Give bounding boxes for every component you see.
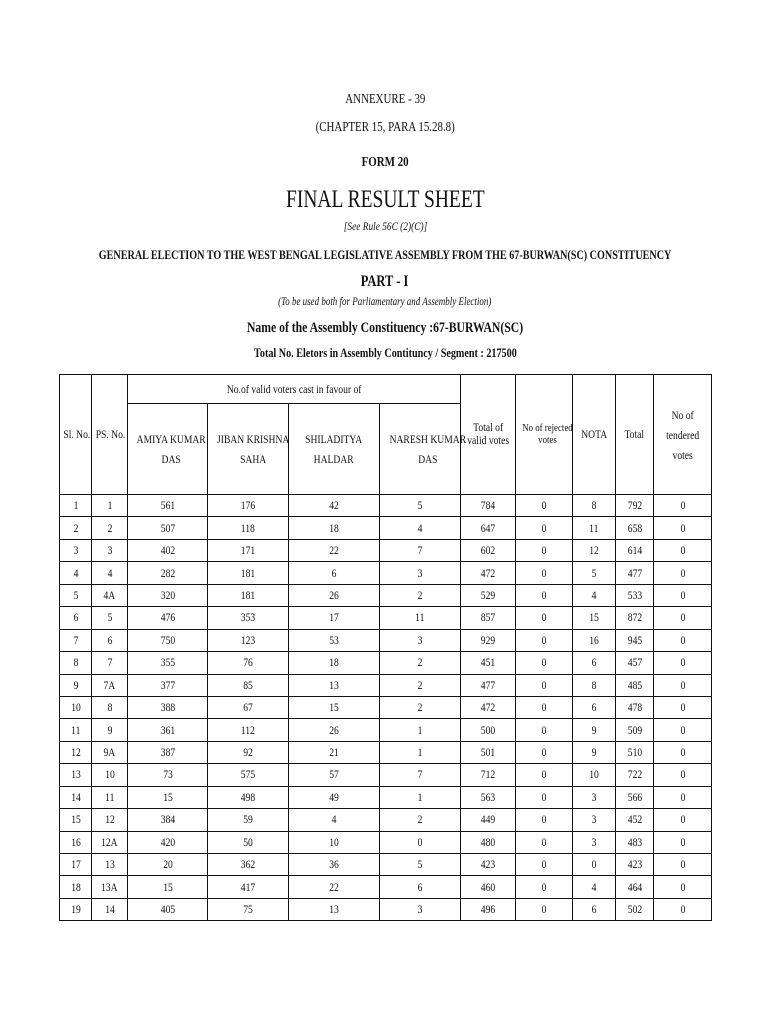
table-row [60, 674, 712, 696]
table-row [60, 809, 712, 831]
cell-votes-candidate-2: 75 [208, 898, 289, 920]
cell-sl-no: 15 [60, 809, 92, 831]
cell-sl-no: 7 [60, 629, 92, 651]
cell-votes-candidate-1: 420 [128, 831, 208, 853]
cell-sl-no: 19 [60, 898, 92, 920]
cell-rejected-votes: 0 [516, 854, 573, 876]
table-row [60, 786, 712, 808]
cell-votes-candidate-4: 3 [380, 898, 461, 920]
cell-votes-candidate-1: 405 [128, 898, 208, 920]
cell-tendered-votes: 0 [654, 898, 712, 920]
table-row [60, 517, 712, 539]
cell-votes-candidate-4: 2 [380, 652, 461, 674]
cell-votes-candidate-4: 3 [380, 562, 461, 584]
cell-votes-candidate-1: 361 [128, 719, 208, 741]
cell-votes-candidate-4: 2 [380, 584, 461, 606]
cell-votes-candidate-2: 362 [208, 854, 289, 876]
cell-tendered-votes: 0 [654, 876, 712, 898]
cell-tendered-votes: 0 [654, 495, 712, 517]
cell-votes-candidate-4: 5 [380, 495, 461, 517]
cell-total-votes: 478 [616, 696, 654, 718]
cell-votes-candidate-1: 750 [128, 629, 208, 651]
table-row [60, 696, 712, 718]
cell-votes-candidate-1: 388 [128, 696, 208, 718]
cell-votes-candidate-1: 355 [128, 652, 208, 674]
cell-nota-votes: 6 [573, 652, 616, 674]
cell-votes-candidate-4: 2 [380, 696, 461, 718]
cell-votes-candidate-4: 7 [380, 764, 461, 786]
cell-rejected-votes: 0 [516, 629, 573, 651]
cell-sl-no: 10 [60, 696, 92, 718]
header-nota: NOTA [573, 375, 616, 495]
cell-total-valid-votes: 712 [461, 764, 516, 786]
cell-nota-votes: 0 [573, 854, 616, 876]
cell-total-votes: 502 [616, 898, 654, 920]
cell-votes-candidate-2: 112 [208, 719, 289, 741]
cell-ps-no: 14 [92, 898, 128, 920]
cell-nota-votes: 8 [573, 674, 616, 696]
header-total-valid: Total of valid votes [461, 375, 516, 495]
cell-nota-votes: 3 [573, 809, 616, 831]
cell-total-valid-votes: 496 [461, 898, 516, 920]
cell-rejected-votes: 0 [516, 517, 573, 539]
cell-ps-no: 6 [92, 629, 128, 651]
cell-total-valid-votes: 784 [461, 495, 516, 517]
cell-nota-votes: 9 [573, 741, 616, 763]
cell-total-votes: 483 [616, 831, 654, 853]
cell-votes-candidate-2: 498 [208, 786, 289, 808]
cell-sl-no: 11 [60, 719, 92, 741]
cell-votes-candidate-2: 123 [208, 629, 289, 651]
cell-ps-no: 5 [92, 607, 128, 629]
cell-votes-candidate-3: 10 [289, 831, 380, 853]
cell-nota-votes: 16 [573, 629, 616, 651]
cell-tendered-votes: 0 [654, 652, 712, 674]
cell-votes-candidate-1: 73 [128, 764, 208, 786]
cell-sl-no: 8 [60, 652, 92, 674]
cell-ps-no: 11 [92, 786, 128, 808]
cell-votes-candidate-3: 18 [289, 652, 380, 674]
cell-votes-candidate-4: 2 [380, 809, 461, 831]
cell-votes-candidate-3: 36 [289, 854, 380, 876]
cell-tendered-votes: 0 [654, 719, 712, 741]
cell-total-valid-votes: 602 [461, 539, 516, 561]
table-row [60, 741, 712, 763]
cell-sl-no: 9 [60, 674, 92, 696]
cell-rejected-votes: 0 [516, 495, 573, 517]
election-heading: GENERAL ELECTION TO THE WEST BENGAL LEGISLATIVE ASSEMBLY FROM THE 67-BURWAN(SC) CONSTITUENCY [98, 247, 672, 262]
cell-votes-candidate-3: 26 [289, 719, 380, 741]
cell-sl-no: 3 [60, 539, 92, 561]
cell-votes-candidate-2: 92 [208, 741, 289, 763]
cell-votes-candidate-1: 507 [128, 517, 208, 539]
cell-votes-candidate-4: 6 [380, 876, 461, 898]
cell-votes-candidate-1: 320 [128, 584, 208, 606]
cell-nota-votes: 9 [573, 719, 616, 741]
cell-ps-no: 12A [92, 831, 128, 853]
cell-votes-candidate-2: 353 [208, 607, 289, 629]
cell-sl-no: 6 [60, 607, 92, 629]
cell-votes-candidate-4: 1 [380, 719, 461, 741]
cell-total-valid-votes: 480 [461, 831, 516, 853]
table-body [60, 495, 712, 921]
cell-total-votes: 485 [616, 674, 654, 696]
header-candidate-2: JIBAN KRISHNA SAHA [208, 404, 289, 495]
cell-votes-candidate-3: 22 [289, 539, 380, 561]
cell-total-valid-votes: 472 [461, 562, 516, 584]
cell-tendered-votes: 0 [654, 539, 712, 561]
cell-rejected-votes: 0 [516, 607, 573, 629]
cell-votes-candidate-2: 50 [208, 831, 289, 853]
cell-votes-candidate-2: 575 [208, 764, 289, 786]
cell-votes-candidate-2: 181 [208, 584, 289, 606]
cell-votes-candidate-4: 7 [380, 539, 461, 561]
cell-total-votes: 792 [616, 495, 654, 517]
cell-tendered-votes: 0 [654, 696, 712, 718]
cell-ps-no: 4 [92, 562, 128, 584]
cell-nota-votes: 3 [573, 831, 616, 853]
cell-ps-no: 3 [92, 539, 128, 561]
cell-sl-no: 14 [60, 786, 92, 808]
header-ps-no: PS. No. [92, 375, 128, 495]
cell-nota-votes: 12 [573, 539, 616, 561]
cell-votes-candidate-4: 3 [380, 629, 461, 651]
header-candidate-1: AMIYA KUMAR DAS [128, 404, 208, 495]
cell-tendered-votes: 0 [654, 741, 712, 763]
header-tendered: No of tendered votes [654, 375, 712, 495]
cell-votes-candidate-3: 15 [289, 696, 380, 718]
table-row [60, 719, 712, 741]
cell-total-votes: 477 [616, 562, 654, 584]
cell-votes-candidate-3: 49 [289, 786, 380, 808]
cell-nota-votes: 5 [573, 562, 616, 584]
cell-ps-no: 9 [92, 719, 128, 741]
cell-nota-votes: 4 [573, 876, 616, 898]
cell-total-valid-votes: 449 [461, 809, 516, 831]
cell-tendered-votes: 0 [654, 854, 712, 876]
cell-votes-candidate-3: 17 [289, 607, 380, 629]
cell-votes-candidate-3: 53 [289, 629, 380, 651]
cell-nota-votes: 3 [573, 786, 616, 808]
cell-rejected-votes: 0 [516, 764, 573, 786]
cell-rejected-votes: 0 [516, 786, 573, 808]
cell-votes-candidate-2: 171 [208, 539, 289, 561]
cell-votes-candidate-3: 42 [289, 495, 380, 517]
cell-rejected-votes: 0 [516, 674, 573, 696]
cell-votes-candidate-2: 181 [208, 562, 289, 584]
table-row [60, 831, 712, 853]
table-row [60, 898, 712, 920]
usage-note: (To be used both for Parliamentary and Assembly Election) [278, 296, 492, 308]
cell-total-valid-votes: 647 [461, 517, 516, 539]
cell-rejected-votes: 0 [516, 696, 573, 718]
cell-votes-candidate-2: 59 [208, 809, 289, 831]
part-heading: PART - I [361, 273, 409, 290]
form-number: FORM 20 [361, 155, 409, 170]
header-total: Total [616, 375, 654, 495]
cell-tendered-votes: 0 [654, 584, 712, 606]
cell-nota-votes: 8 [573, 495, 616, 517]
cell-tendered-votes: 0 [654, 562, 712, 584]
cell-votes-candidate-2: 67 [208, 696, 289, 718]
cell-ps-no: 10 [92, 764, 128, 786]
cell-votes-candidate-3: 6 [289, 562, 380, 584]
cell-ps-no: 7A [92, 674, 128, 696]
cell-sl-no: 12 [60, 741, 92, 763]
cell-rejected-votes: 0 [516, 539, 573, 561]
cell-rejected-votes: 0 [516, 876, 573, 898]
table-row [60, 854, 712, 876]
cell-total-votes: 509 [616, 719, 654, 741]
cell-votes-candidate-1: 402 [128, 539, 208, 561]
cell-sl-no: 16 [60, 831, 92, 853]
cell-total-valid-votes: 529 [461, 584, 516, 606]
cell-votes-candidate-3: 18 [289, 517, 380, 539]
cell-votes-candidate-1: 15 [128, 786, 208, 808]
cell-sl-no: 13 [60, 764, 92, 786]
cell-votes-candidate-3: 4 [289, 809, 380, 831]
cell-rejected-votes: 0 [516, 584, 573, 606]
cell-rejected-votes: 0 [516, 562, 573, 584]
cell-sl-no: 1 [60, 495, 92, 517]
cell-sl-no: 18 [60, 876, 92, 898]
rule-reference: [See Rule 56C (2)(C)] [343, 219, 427, 233]
cell-nota-votes: 15 [573, 607, 616, 629]
cell-rejected-votes: 0 [516, 898, 573, 920]
cell-votes-candidate-3: 22 [289, 876, 380, 898]
cell-votes-candidate-3: 57 [289, 764, 380, 786]
cell-votes-candidate-3: 13 [289, 898, 380, 920]
cell-ps-no: 8 [92, 696, 128, 718]
cell-rejected-votes: 0 [516, 809, 573, 831]
cell-total-valid-votes: 501 [461, 741, 516, 763]
cell-rejected-votes: 0 [516, 652, 573, 674]
cell-sl-no: 4 [60, 562, 92, 584]
cell-total-valid-votes: 472 [461, 696, 516, 718]
cell-votes-candidate-4: 1 [380, 786, 461, 808]
header-candidate-4: NARESH KUMAR DAS [380, 404, 461, 495]
cell-tendered-votes: 0 [654, 831, 712, 853]
cell-tendered-votes: 0 [654, 517, 712, 539]
cell-votes-candidate-3: 21 [289, 741, 380, 763]
cell-total-votes: 872 [616, 607, 654, 629]
cell-votes-candidate-2: 76 [208, 652, 289, 674]
cell-total-votes: 464 [616, 876, 654, 898]
cell-total-votes: 658 [616, 517, 654, 539]
cell-rejected-votes: 0 [516, 831, 573, 853]
cell-total-votes: 423 [616, 854, 654, 876]
cell-total-votes: 722 [616, 764, 654, 786]
cell-nota-votes: 4 [573, 584, 616, 606]
cell-votes-candidate-2: 85 [208, 674, 289, 696]
total-electors: Total No. Eletors in Assembly Contituncy / Segment : 217500 [253, 345, 517, 360]
cell-votes-candidate-4: 11 [380, 607, 461, 629]
annexure-line: ANNEXURE - 39 [344, 92, 426, 107]
cell-votes-candidate-3: 26 [289, 584, 380, 606]
cell-total-valid-votes: 460 [461, 876, 516, 898]
cell-votes-candidate-1: 282 [128, 562, 208, 584]
table-row [60, 607, 712, 629]
cell-rejected-votes: 0 [516, 719, 573, 741]
cell-votes-candidate-4: 0 [380, 831, 461, 853]
cell-votes-candidate-3: 13 [289, 674, 380, 696]
table-row [60, 495, 712, 517]
cell-votes-candidate-2: 176 [208, 495, 289, 517]
cell-total-votes: 510 [616, 741, 654, 763]
cell-ps-no: 9A [92, 741, 128, 763]
cell-total-votes: 945 [616, 629, 654, 651]
cell-tendered-votes: 0 [654, 629, 712, 651]
table-row [60, 652, 712, 674]
cell-votes-candidate-1: 377 [128, 674, 208, 696]
cell-tendered-votes: 0 [654, 764, 712, 786]
constituency-name: Name of the Assembly Constituency :67-BURWAN(SC) [246, 320, 524, 336]
cell-total-valid-votes: 423 [461, 854, 516, 876]
cell-total-votes: 566 [616, 786, 654, 808]
cell-tendered-votes: 0 [654, 674, 712, 696]
cell-ps-no: 1 [92, 495, 128, 517]
cell-total-valid-votes: 929 [461, 629, 516, 651]
cell-ps-no: 4A [92, 584, 128, 606]
chapter-line: (CHAPTER 15, PARA 15.28.8) [315, 120, 455, 135]
cell-total-valid-votes: 477 [461, 674, 516, 696]
results-table [59, 374, 712, 921]
table-row [60, 629, 712, 651]
table-row [60, 539, 712, 561]
cell-sl-no: 5 [60, 584, 92, 606]
cell-votes-candidate-1: 20 [128, 854, 208, 876]
cell-total-votes: 457 [616, 652, 654, 674]
cell-ps-no: 13A [92, 876, 128, 898]
cell-votes-candidate-1: 384 [128, 809, 208, 831]
cell-total-valid-votes: 857 [461, 607, 516, 629]
cell-total-votes: 614 [616, 539, 654, 561]
cell-votes-candidate-2: 417 [208, 876, 289, 898]
cell-votes-candidate-1: 476 [128, 607, 208, 629]
cell-votes-candidate-4: 1 [380, 741, 461, 763]
cell-votes-candidate-4: 5 [380, 854, 461, 876]
cell-ps-no: 2 [92, 517, 128, 539]
cell-sl-no: 2 [60, 517, 92, 539]
cell-total-valid-votes: 451 [461, 652, 516, 674]
cell-sl-no: 17 [60, 854, 92, 876]
table-row [60, 584, 712, 606]
cell-votes-candidate-4: 4 [380, 517, 461, 539]
cell-rejected-votes: 0 [516, 741, 573, 763]
cell-votes-candidate-2: 118 [208, 517, 289, 539]
cell-votes-candidate-4: 2 [380, 674, 461, 696]
cell-nota-votes: 6 [573, 898, 616, 920]
table-row [60, 562, 712, 584]
table-row [60, 876, 712, 898]
cell-total-votes: 533 [616, 584, 654, 606]
cell-total-valid-votes: 563 [461, 786, 516, 808]
cell-ps-no: 7 [92, 652, 128, 674]
cell-ps-no: 13 [92, 854, 128, 876]
cell-votes-candidate-1: 15 [128, 876, 208, 898]
table-row [60, 764, 712, 786]
cell-total-valid-votes: 500 [461, 719, 516, 741]
cell-ps-no: 12 [92, 809, 128, 831]
header-candidate-3: SHILADITYA HALDAR [289, 404, 380, 495]
page-title: FINAL RESULT SHEET [285, 186, 485, 213]
cell-nota-votes: 11 [573, 517, 616, 539]
cell-votes-candidate-1: 387 [128, 741, 208, 763]
header-valid-votes-group: No.of valid voters cast in favour of [128, 375, 461, 404]
cell-nota-votes: 6 [573, 696, 616, 718]
cell-total-votes: 452 [616, 809, 654, 831]
cell-tendered-votes: 0 [654, 809, 712, 831]
table-header-row [60, 375, 712, 404]
cell-tendered-votes: 0 [654, 786, 712, 808]
header-sl-no: Sl. No. [60, 375, 92, 495]
cell-tendered-votes: 0 [654, 607, 712, 629]
cell-nota-votes: 10 [573, 764, 616, 786]
cell-votes-candidate-1: 561 [128, 495, 208, 517]
header-rejected: No of rejected votes [516, 375, 573, 495]
